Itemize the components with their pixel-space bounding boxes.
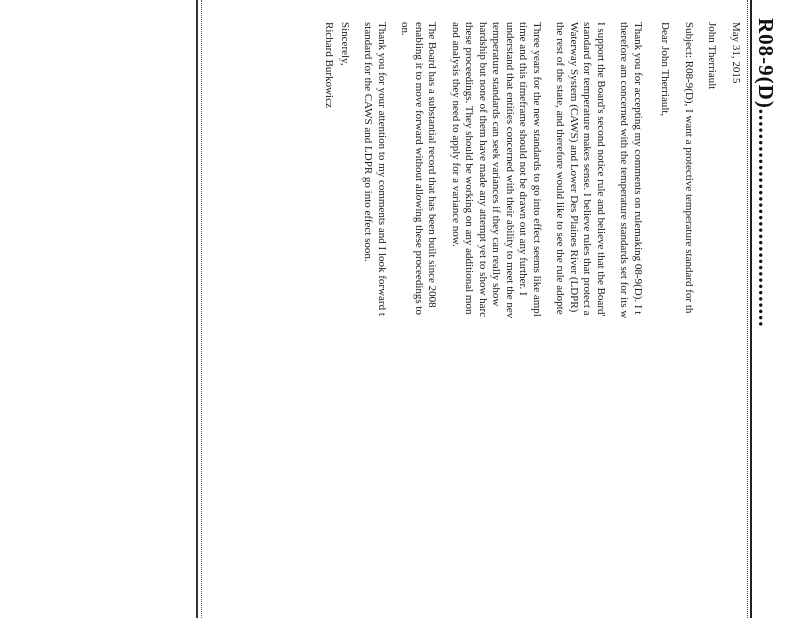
paragraph-line: hardship but none of them have made any attempt yet to show harc: [477, 22, 489, 318]
paragraph-line: the rest of the state, and therefore would like to see the rule adopte: [554, 22, 567, 315]
paragraph-line: therefore am concerned with the temperature standards set for its w: [618, 22, 631, 319]
paragraph-line: on.: [399, 22, 412, 36]
signer-name: Richard Burkowicz: [323, 22, 336, 108]
subject-line: Subject: R08-9(D), I want a protective temperature standard for th: [683, 22, 695, 314]
paragraph-line: Thank you for your attention to my comments and I look forward t: [376, 22, 388, 316]
letter-body: [312, 22, 742, 618]
paragraph-4: [398, 22, 439, 618]
paragraph-line: enabling it to move forward without allowing these proceedings to: [413, 22, 425, 315]
paragraph-line: understand that entities concerned with their ability to meet the nev: [504, 22, 516, 319]
salutation: Dear John Therriault,: [659, 22, 672, 117]
paragraph-line: standard for the CAWS and LDPR go into effect soon.: [362, 22, 375, 262]
paragraph-2: [553, 22, 607, 618]
paragraph-line: and analysis they need to apply for a variance now.: [450, 22, 462, 247]
paragraph-line: standard for temperature makes sense. I believe rules that protect a: [581, 22, 594, 316]
recipient-name: John Therriault: [706, 22, 719, 90]
docket-code: R08-9(D)...................................: [754, 18, 778, 328]
paragraph-line: I support the Board's second notice rule and believe that the Board': [595, 22, 607, 317]
paragraph-line: The Board has a substantial record that has been built since 2008: [426, 22, 439, 308]
paragraph-line: temperature standards can seek variances if they can really show: [490, 22, 503, 307]
paragraph-5: [361, 22, 388, 618]
paragraph-3: [449, 22, 544, 618]
header-divider: [750, 0, 752, 618]
paragraph-line: time and this timeframe should not be drawn out any further. I: [517, 22, 530, 296]
paragraph-line: these proceedings. They should be working on any additional mon: [463, 22, 476, 315]
bottom-solid-rule: [196, 0, 198, 618]
bottom-dotted-rule: [201, 0, 202, 618]
closing: Sincerely,: [339, 22, 351, 66]
paragraph-line: Three years for the new standards to go into effect seems like ampl: [531, 22, 543, 317]
header-dotted-divider: [747, 0, 748, 618]
paragraph-line: Thank you for accepting my comments on rulemaking 08-9(D). I t: [632, 22, 644, 315]
letter-date: May 31, 2015: [730, 22, 742, 84]
paragraph-line: Waterway System (CAWS) and Lower Des Plaines River (LDPR): [568, 22, 580, 313]
paragraph-1: [617, 22, 644, 618]
